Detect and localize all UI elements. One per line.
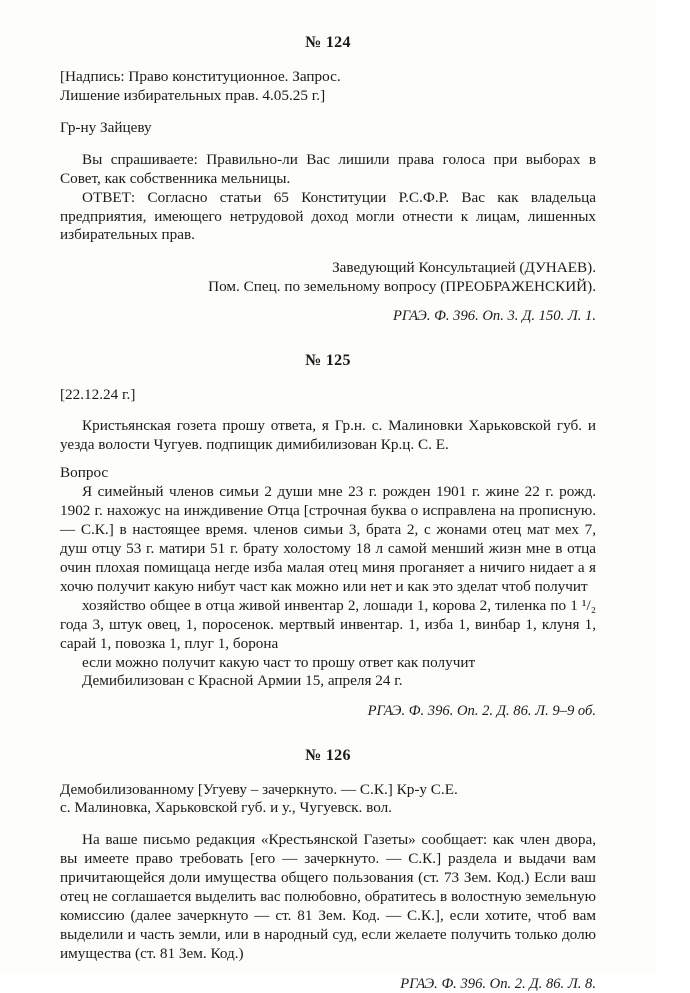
doc124-signature-line-2: Пом. Спец. по земельному вопросу (ПРЕОБРАЖЕНСКИЙ). bbox=[208, 278, 596, 296]
document-124 bbox=[60, 34, 596, 326]
document-125 bbox=[60, 352, 596, 721]
doc124-body-2: ОТВЕТ: Согласно статьи 65 Конституции Р.С.Ф.Р. Вас как владельца предприятия, имеющего нетрудовой доход могли отнести к лицам, лишенных избирательных прав. bbox=[60, 188, 596, 244]
doc126-archive-ref: РГАЭ. Ф. 396. Оп. 2. Д. 86. Л. 8. bbox=[400, 975, 596, 992]
doc124-signature-line-1: Заведующий Консультацией (ДУНАЕВ). bbox=[332, 259, 596, 277]
doc126-body-1: На ваше письмо редакция «Крестьянской Газеты» сообщает: как член двора, вы имеете право требовать [его — зачеркнуто. — С.К.] раздела и выдачи вам причитающейся доли имущества общего пользования (ст. 73 Зем. Код.) Если ваш отец не соглашается выделить вас полюбовно, обратитесь в волостную земельную комиссию (далее зачеркнуто — ст. 81 Зем. Код. — С.К.], если хотите, чтоб вам выделили и часть земли, или в народный суд, если желаете получить только долю имущества (ст. 81 Зем. Код.) bbox=[60, 831, 596, 962]
doc125-body-6: Демибилизован с Красной Армии 15, апреля 24 г. bbox=[82, 672, 403, 690]
doc126-header-line-2: с. Малиновка, Харьковской губ. и у., Чугуевск. вол. bbox=[60, 799, 392, 817]
document-126 bbox=[60, 747, 596, 993]
doc124-header-line-2: Лишение избирательных прав. 4.05.25 г.] bbox=[60, 86, 326, 104]
doc124-signature bbox=[60, 258, 596, 296]
doc124-body-1: Вы спрашиваете: Правильно-ли Вас лишили права голоса при выборах в Совет, как собственника мельницы. bbox=[60, 150, 596, 187]
doc125-body-4: хозяйство общее в отца живой инвентар 2, лошади 1, корова 2, тиленка по 1 ¹/₂ года 3, штук овец, 1, поросенок. мертвый инвентар. 1, изба 1, винбар 1, клуня 1, сарай 1, повозка 1, плуг 1, борона bbox=[60, 596, 596, 652]
doc125-date: [22.12.24 г.] bbox=[60, 385, 136, 403]
doc124-header-line-1: [Надпись: Право конституционное. Запрос. bbox=[60, 68, 341, 85]
doc124-archive-ref: РГАЭ. Ф. 396. Оп. 3. Д. 150. Л. 1. bbox=[392, 308, 596, 325]
page-content bbox=[60, 34, 596, 993]
doc126-header-line-1: Демобилизованному [Угуеву – зачеркнуто. — С.К.] Кр-у С.Е. bbox=[60, 780, 458, 798]
doc124-addressee: Гр-ну Зайцеву bbox=[60, 118, 152, 136]
doc125-body-5: если можно получит какую част то прошу ответ как получит bbox=[82, 653, 476, 671]
doc125-archive-ref: РГАЭ. Ф. 396. Оп. 2. Д. 86. Л. 9–9 об. bbox=[367, 703, 596, 720]
document-number-126: № 126 bbox=[305, 746, 351, 764]
document-number-124: № 124 bbox=[305, 34, 351, 51]
document-number-125: № 125 bbox=[305, 351, 351, 369]
doc125-body-3: Я симейный членов симьи 2 души мне 23 г. рожден 1901 г. жине 22 г. рожд. 1902 г. нахожус на инждивение Отца [строчная буква о исправлена на прописную. — С.К.] в настоящее время. членов симьи 3, брата 2, с жонами отец мат мех 7, душ отцу 53 г. матири 51 г. брату холостому 18 л самой менший жизн мне в отца очин плохая помищаца негде изба малая отец миня проганяет а ничиго нидает а я хочю получит какую нибут част как можно или нет и как это зделат чтоб получит bbox=[60, 483, 596, 595]
doc125-question-label: Вопрос bbox=[60, 464, 109, 482]
doc125-body-1: Кристьянская гозета прошу ответа, я Гр.н. с. Малиновки Харьковской губ. и уезда волости Чугуев. подпищик димибилизован Кр.ц. С. Е. bbox=[60, 417, 596, 454]
